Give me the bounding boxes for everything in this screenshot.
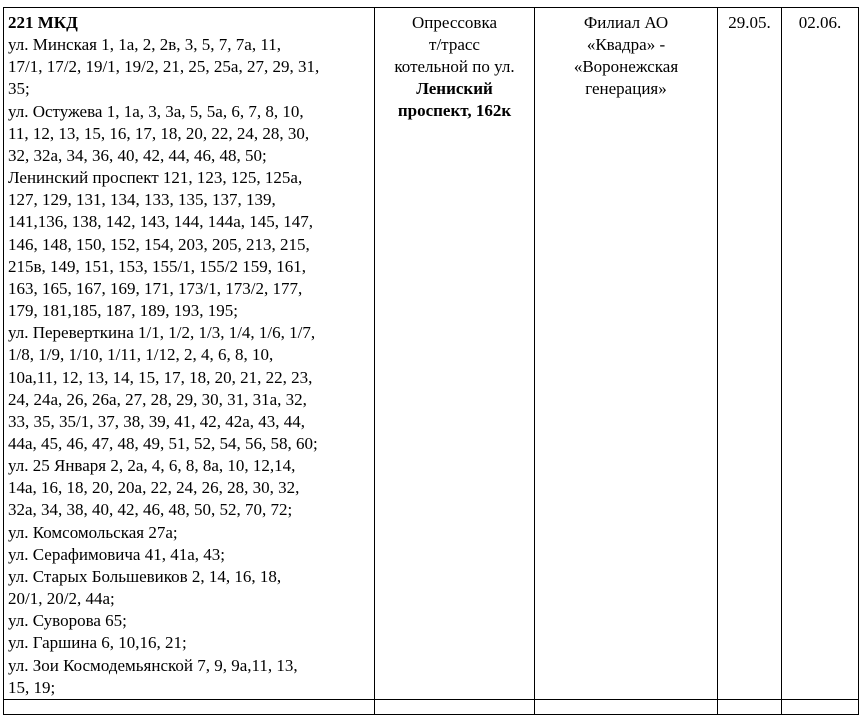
- address-line: 141,136, 138, 142, 143, 144, 144а, 145, 147,: [8, 212, 314, 232]
- start-date-cell: [718, 8, 782, 700]
- address-line: ул. Гаршина 6, 10,16, 21;: [8, 633, 187, 653]
- address-line: 146, 148, 150, 152, 154, 203, 205, 213, 215,: [8, 234, 310, 254]
- address-line: 10а,11, 12, 13, 14, 15, 17, 18, 20, 21, 22, 23,: [8, 367, 313, 387]
- address-line: 17/1, 17/2, 19/1, 19/2, 21, 25, 25а, 27, 29, 31,: [8, 57, 320, 77]
- table-row: [4, 699, 859, 714]
- executor-line: генерация»: [585, 79, 667, 98]
- work-type-line: Опрессовка: [411, 13, 497, 32]
- address-line: 32, 32а, 34, 36, 40, 42, 44, 46, 48, 50;: [8, 145, 267, 165]
- address-list: [8, 12, 374, 699]
- address-line: ул. Переверткина 1/1, 1/2, 1/3, 1/4, 1/6, 1/7,: [8, 323, 316, 343]
- executor-line: «Воронежская: [573, 57, 679, 76]
- address-line: 24, 24а, 26, 26а, 27, 28, 29, 30, 31, 31а, 32,: [8, 389, 307, 409]
- address-line: ул. Старых Большевиков 2, 14, 16, 18,: [8, 566, 282, 586]
- address-line: ул. 25 Января 2, 2а, 4, 6, 8, 8а, 10, 12,14,: [8, 456, 296, 476]
- table-row: [4, 8, 859, 700]
- address-line: ул. Остужева 1, 1а, 3, 3а, 5, 5а, 6, 7, 8, 10,: [8, 101, 304, 121]
- start-date: 29.05.: [728, 13, 771, 32]
- end-date-cell: [782, 8, 859, 700]
- address-line: 127, 129, 131, 134, 133, 135, 137, 139,: [8, 190, 276, 210]
- work-cell: [375, 8, 535, 700]
- executor-line: Филиал АО: [583, 13, 669, 32]
- address-line: 32а, 34, 38, 40, 42, 46, 48, 50, 52, 70, 72;: [8, 500, 293, 520]
- end-date: 02.06.: [798, 13, 842, 32]
- boiler-address-line: Лениский: [416, 79, 493, 98]
- address-line: ул. Зои Космодемьянской 7, 9, 9а,11, 13,: [8, 655, 298, 675]
- address-line: 14а, 16, 18, 20, 20а, 22, 24, 26, 28, 30, 32,: [8, 478, 300, 498]
- executor-line: «Квадра» -: [586, 35, 666, 54]
- address-line: 20/1, 20/2, 44а;: [8, 589, 115, 609]
- address-line: 215в, 149, 151, 153, 155/1, 155/2 159, 161,: [8, 256, 306, 276]
- outage-table: [3, 7, 859, 715]
- address-line: 11, 12, 13, 15, 16, 17, 18, 20, 22, 24, 28, 30,: [8, 123, 310, 143]
- address-line: 179, 181,185, 187, 189, 193, 195;: [8, 301, 238, 321]
- address-line: 163, 165, 167, 169, 171, 173/1, 173/2, 177,: [8, 278, 303, 298]
- executor-cell: [535, 8, 718, 700]
- objects-header: 221 МКД: [8, 13, 78, 32]
- objects-cell: [4, 8, 375, 700]
- address-line: Ленинский проспект 121, 123, 125, 125а,: [8, 168, 303, 188]
- work-type-line: т/трасс: [429, 35, 480, 54]
- address-line: ул. Минская 1, 1а, 2, 2в, 3, 5, 7, 7а, 11,: [8, 35, 281, 55]
- boiler-address-line: проспект, 162к: [397, 101, 512, 120]
- address-line: 44а, 45, 46, 47, 48, 49, 51, 52, 54, 56, 58, 60;: [8, 433, 318, 453]
- address-line: ул. Суворова 65;: [8, 611, 127, 631]
- address-line: 15, 19;: [8, 677, 56, 697]
- address-line: ул. Комсомольская 27а;: [8, 522, 178, 542]
- address-line: ул. Серафимовича 41, 41а, 43;: [8, 544, 225, 564]
- address-line: 33, 35, 35/1, 37, 38, 39, 41, 42, 42а, 43, 44,: [8, 411, 306, 431]
- work-type-line: котельной по ул.: [394, 57, 515, 76]
- address-line: 35;: [8, 79, 30, 99]
- address-line: 1/8, 1/9, 1/10, 1/11, 1/12, 2, 4, 6, 8, 10,: [8, 345, 274, 365]
